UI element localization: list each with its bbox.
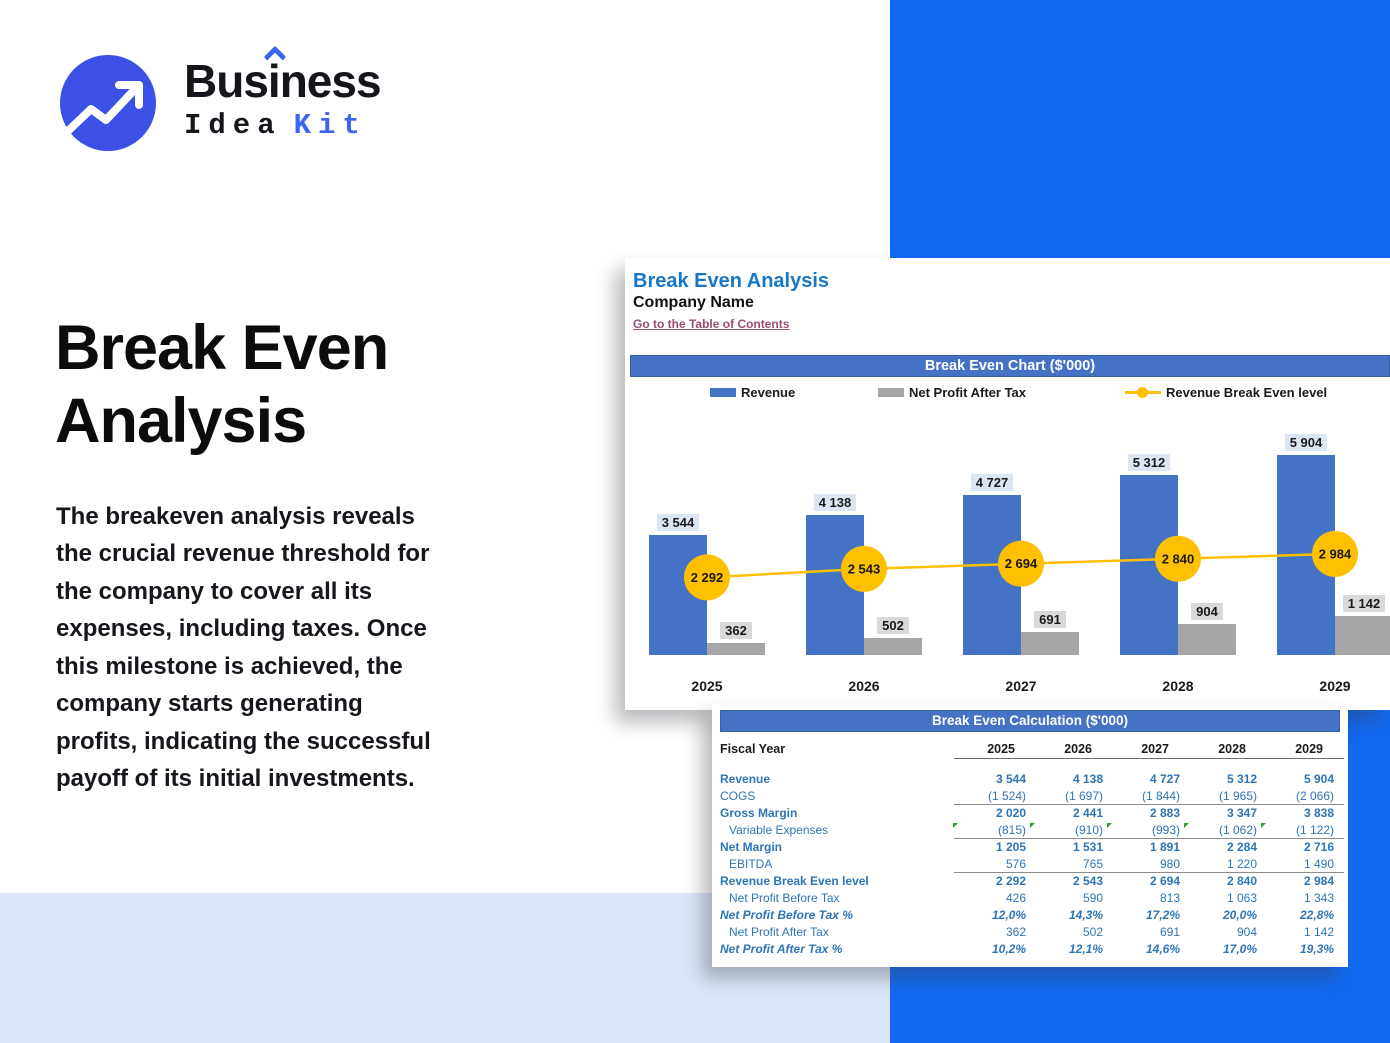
value-cell: 3 347	[1226, 806, 1257, 820]
fiscal-year-label: Fiscal Year	[720, 742, 786, 756]
sheet-title: Break Even Analysis	[633, 270, 830, 292]
page-title: Break Even Analysis	[55, 313, 389, 457]
revenue-bar-value-label: 5 312	[1128, 454, 1171, 471]
value-cell: (1 062)	[1183, 822, 1260, 839]
table-of-contents-link[interactable]: Go to the Table of Contents	[633, 317, 790, 331]
value-cell: 17,0%	[1222, 942, 1257, 956]
value-cell: 3 544	[995, 772, 1026, 786]
brand-text-post: ness	[279, 55, 381, 107]
value-cell: 691	[1159, 925, 1180, 939]
value-cell: 12,0%	[991, 908, 1026, 922]
row-label: Net Profit After Tax	[729, 925, 829, 939]
legend-label: Net Profit After Tax	[909, 385, 1027, 400]
value-cell: 1 490	[1303, 857, 1334, 871]
value-cell: (815)	[952, 822, 1029, 839]
net-profit-bar-value-label: 691	[1034, 611, 1066, 628]
table-years-row	[712, 740, 1348, 758]
value-cell: 2 716	[1303, 840, 1334, 854]
year-header-cell: 2028	[1218, 742, 1246, 756]
net-profit-bar-value-label: 362	[720, 622, 752, 639]
table-row	[712, 941, 1348, 958]
net-profit-bar-value-label: 502	[877, 617, 909, 634]
value-cell: 2 694	[1149, 874, 1180, 888]
value-cell: 5 904	[1303, 772, 1334, 786]
revenue-bar-value-label: 3 544	[657, 514, 700, 531]
legend-item	[878, 385, 1026, 400]
chart-plot-area	[625, 403, 1390, 710]
brand-wordmark	[184, 57, 381, 142]
revenue-bar-value-label: 4 727	[971, 474, 1014, 491]
value-cell: 5 312	[1226, 772, 1257, 786]
row-label: Gross Margin	[720, 806, 798, 820]
break-even-line-series	[625, 403, 1390, 710]
table-row	[712, 822, 1348, 839]
row-label: Net Profit Before Tax	[729, 891, 840, 905]
brand-text-i: i	[267, 55, 280, 107]
value-cell: (1 844)	[1141, 789, 1180, 803]
row-label: COGS	[720, 789, 756, 803]
value-cell: 4 727	[1149, 772, 1180, 786]
value-cell: (1 122)	[1260, 822, 1337, 839]
comment-marker-icon	[1261, 823, 1266, 828]
value-cell: 362	[1005, 925, 1026, 939]
value-cell: 2 284	[1226, 840, 1257, 854]
table-row	[712, 873, 1348, 890]
legend-dot-icon	[1137, 387, 1148, 398]
legend-line-icon	[1125, 391, 1161, 394]
value-cell: (1 965)	[1218, 789, 1257, 803]
category-label: 2028	[1162, 678, 1194, 694]
legend-swatch-icon	[878, 388, 904, 397]
table-row	[712, 788, 1348, 805]
row-label: Variable Expenses	[729, 823, 829, 837]
value-cell: 2 984	[1303, 874, 1334, 888]
revenue-bar-value-label: 4 138	[814, 494, 857, 511]
net-profit-bar-value-label: 904	[1191, 603, 1223, 620]
legend-item	[1125, 385, 1327, 400]
value-cell: 502	[1082, 925, 1103, 939]
brand-text-pre: Bus	[184, 55, 268, 107]
category-label: 2027	[1005, 678, 1037, 694]
row-label: Net Profit After Tax %	[720, 942, 843, 956]
value-cell: 2 292	[995, 874, 1026, 888]
spreadsheet-table-panel	[712, 704, 1348, 967]
year-header-cell: 2025	[987, 742, 1015, 756]
value-cell: 2 883	[1149, 806, 1180, 820]
value-cell: 1 142	[1303, 925, 1334, 939]
value-cell: 1 220	[1226, 857, 1257, 871]
brand-name-ideakit	[184, 109, 381, 142]
comment-marker-icon	[953, 823, 958, 828]
value-cell: 14,3%	[1068, 908, 1103, 922]
value-cell: 2 020	[995, 806, 1026, 820]
value-cell: (993)	[1106, 822, 1183, 839]
value-cell: 813	[1159, 891, 1180, 905]
value-cell: 22,8%	[1299, 908, 1334, 922]
break-even-point-label: 2 694	[1004, 556, 1038, 572]
legend-swatch-icon	[710, 388, 736, 397]
value-cell: 1 531	[1072, 840, 1103, 854]
break-even-point-label: 2 840	[1161, 551, 1195, 567]
brand-logo	[60, 55, 381, 151]
value-cell: 1 891	[1149, 840, 1180, 854]
value-cell: 14,6%	[1145, 942, 1180, 956]
comment-marker-icon	[1107, 823, 1112, 828]
value-cell: 2 840	[1226, 874, 1257, 888]
value-cell: 980	[1159, 857, 1180, 871]
value-cell: (1 697)	[1064, 789, 1103, 803]
legend-label: Revenue Break Even level	[1166, 385, 1328, 400]
value-cell: 17,2%	[1145, 908, 1180, 922]
table-row	[712, 805, 1348, 822]
value-cell: 4 138	[1072, 772, 1103, 786]
comment-marker-icon	[1184, 823, 1189, 828]
row-label: EBITDA	[729, 857, 773, 871]
brand-text-idea: Idea	[184, 109, 282, 143]
comment-marker-icon	[1030, 823, 1035, 828]
break-even-point-label: 2 984	[1318, 546, 1352, 562]
value-cell: 1 063	[1226, 891, 1257, 905]
table-row	[712, 890, 1348, 907]
row-label: Net Margin	[720, 840, 783, 854]
year-header-cell: 2029	[1295, 742, 1323, 756]
value-cell: 1 343	[1303, 891, 1334, 905]
spreadsheet-chart-panel	[625, 258, 1390, 710]
table-row	[712, 856, 1348, 873]
category-label: 2026	[848, 678, 880, 694]
brand-text-kit: Kit	[293, 109, 367, 143]
row-label: Net Profit Before Tax %	[720, 908, 853, 922]
value-cell: (2 066)	[1295, 789, 1334, 803]
category-label: 2029	[1319, 678, 1351, 694]
table-row	[712, 907, 1348, 924]
year-header-cell: 2027	[1141, 742, 1169, 756]
trending-up-arrow-icon	[60, 55, 156, 151]
calculation-table	[712, 740, 1348, 958]
table-row	[712, 771, 1348, 788]
value-cell: 590	[1082, 891, 1103, 905]
value-cell: 10,2%	[991, 942, 1026, 956]
brand-name-business	[184, 57, 381, 105]
year-header-cell: 2026	[1064, 742, 1092, 756]
row-label: Revenue	[720, 772, 771, 786]
value-cell: 3 838	[1303, 806, 1334, 820]
value-cell: (1 524)	[987, 789, 1026, 803]
value-cell: 19,3%	[1299, 942, 1334, 956]
value-cell: 576	[1005, 857, 1026, 871]
value-cell: 20,0%	[1222, 908, 1257, 922]
chart-title-bar: Break Even Chart ($'000)	[630, 355, 1390, 377]
value-cell: 765	[1082, 857, 1103, 871]
value-cell: 904	[1236, 925, 1257, 939]
value-cell: 12,1%	[1068, 942, 1103, 956]
table-title-bar: Break Even Calculation ($'000)	[720, 710, 1340, 732]
value-cell: 2 441	[1072, 806, 1103, 820]
row-label: Revenue Break Even level	[720, 874, 869, 888]
value-cell: 1 205	[995, 840, 1026, 854]
break-even-point-label: 2 543	[847, 561, 881, 577]
table-spacer	[712, 759, 1348, 771]
page-description: The breakeven analysis reveals the crucial revenue threshold for the company to cover all its expenses, including taxes. Once this milestone is achieved, the company starts generating profits, indicating the successful payoff of its initial investments.	[56, 503, 431, 793]
revenue-bar-value-label: 5 904	[1285, 434, 1328, 451]
legend-label: Revenue	[741, 385, 796, 400]
company-name: Company Name	[633, 294, 754, 311]
value-cell: (910)	[1029, 822, 1106, 839]
table-row	[712, 839, 1348, 856]
legend-item	[710, 385, 795, 400]
value-cell: 2 543	[1072, 874, 1103, 888]
category-label: 2025	[691, 678, 723, 694]
table-row	[712, 924, 1348, 941]
value-cell: 426	[1005, 891, 1026, 905]
net-profit-bar-value-label: 1 142	[1343, 595, 1386, 612]
break-even-point-label: 2 292	[690, 569, 724, 585]
chart-legend	[625, 385, 1390, 401]
